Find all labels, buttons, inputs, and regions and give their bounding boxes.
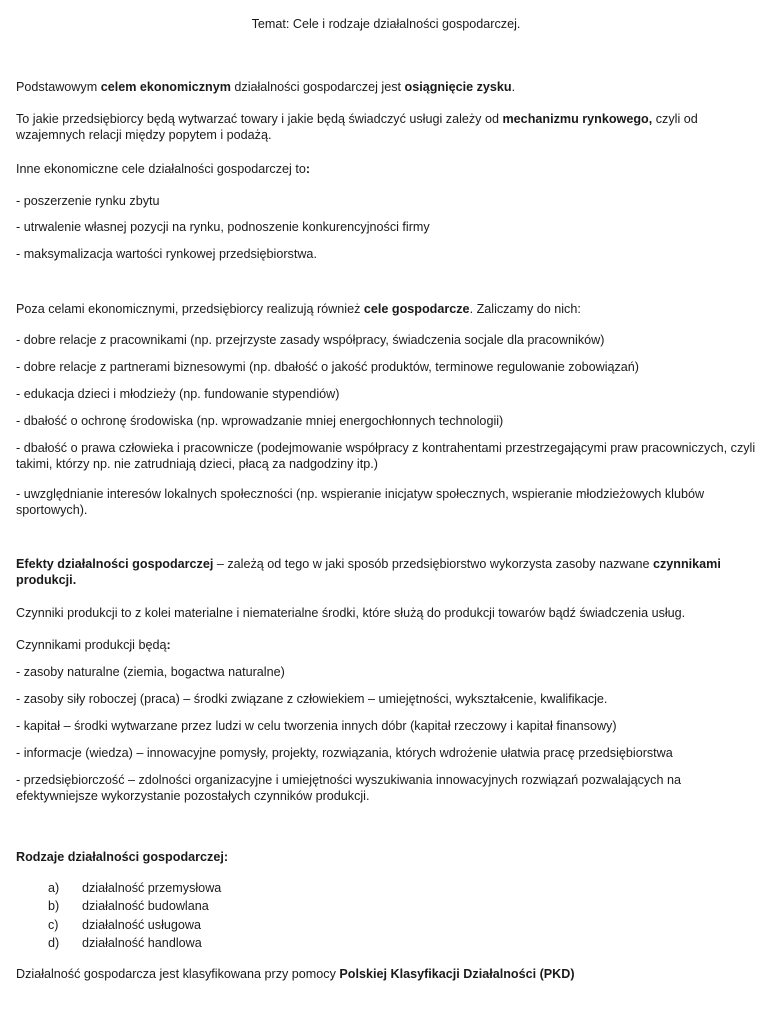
list-item: - dbałość o prawa człowieka i pracownicze (podejmowanie współpracy z kontrahentami przestrzegającymi praw pracowniczych, czyli takimi, którzy np. nie zatrudniają dzieci, płacą za nadgodziny itp.) xyxy=(16,441,756,471)
list-item: - zasoby siły roboczej (praca) – środki związane z człowiekiem – umiejętności, wykształcenie, kwalifikacje. xyxy=(16,692,608,706)
bold-term: cele gospodarcze xyxy=(363,302,470,316)
paragraph-other-goals xyxy=(16,161,756,177)
bold-term: mechanizmu rynkowego, xyxy=(502,112,653,126)
section-heading-types xyxy=(16,849,756,865)
list-item: - maksymalizacja wartości rynkowej przedsiębiorstwa. xyxy=(16,247,317,261)
bold-term: Polskiej Klasyfikacji Działalności (PKD) xyxy=(339,967,575,981)
text-span: To jakie przedsiębiorcy będą wytwarzać towary i jakie będą świadczyć usługi zależy od xyxy=(16,112,503,126)
text-span: Podstawowym xyxy=(16,80,101,94)
bold-term: . xyxy=(72,573,77,587)
list-text: działalność budowlana xyxy=(82,899,209,913)
list-item: - kapitał – środki wytwarzane przez ludzi w celu tworzenia innych dóbr (kapitał rzeczowy i kapitał finansowy) xyxy=(16,719,617,733)
list-label: c) xyxy=(48,918,59,932)
list-item xyxy=(48,917,201,933)
list-item: - zasoby naturalne (ziemia, bogactwa naturalne) xyxy=(16,665,285,679)
list-label: b) xyxy=(48,899,60,913)
paragraph-effects xyxy=(16,556,756,588)
bold-term: Efekty działalności gospodarczej xyxy=(16,557,214,571)
bold-term: : xyxy=(166,638,171,652)
bold-term: Rodzaje działalności gospodarczej: xyxy=(16,850,229,864)
text-span: – zależą od tego w jaki sposób przedsiębiorstwo wykorzysta zasoby nazwane xyxy=(213,557,653,571)
list-item: - informacje (wiedza) – innowacyjne pomysły, projekty, rozwiązania, których wdrożenie ułatwia pracę przedsiębiorstwa xyxy=(16,746,673,760)
list-text: działalność przemysłowa xyxy=(82,881,222,895)
list-label: d) xyxy=(48,936,60,950)
list-item: - edukacja dzieci i młodzieży (np. fundowanie stypendiów) xyxy=(16,387,340,401)
paragraph-factors-heading xyxy=(16,637,756,653)
bold-term: czynnikami produkcji xyxy=(16,557,721,587)
paragraph-pkd xyxy=(16,966,756,982)
page-title: Temat: Cele i rodzaje działalności gospodarczej. xyxy=(251,17,521,31)
paragraph-market-mechanism xyxy=(16,111,756,143)
text-span: Inne ekonomiczne cele działalności gospodarczej to xyxy=(16,162,306,176)
list-item: - dobre relacje z partnerami biznesowymi (np. dbałość o jakość produktów, terminowe regulowanie zobowiązań) xyxy=(16,360,639,374)
list-label: a) xyxy=(48,881,60,895)
paragraph-main-goal xyxy=(16,79,756,95)
bold-term: : xyxy=(305,162,311,176)
paragraph-factors-definition: Czynniki produkcji to z kolei materialne i niematerialne środki, które służą do produkcji towarów bądź świadczenia usług. xyxy=(16,606,686,620)
text-span: działalności gospodarczej jest xyxy=(230,80,405,94)
list-item: - przedsiębiorczość – zdolności organizacyjne i umiejętności wyszukiwania innowacyjnych rozwiązań pozwalających na efektywniejsze wykorzystanie pozostałych czynników produkcji. xyxy=(16,773,681,803)
list-text: działalność handlowa xyxy=(82,936,202,950)
paragraph-economic-goals xyxy=(16,301,756,317)
list-item: - dbałość o ochronę środowiska (np. wprowadzanie mniej energochłonnych technologii) xyxy=(16,414,504,428)
text-span: . xyxy=(511,80,516,94)
list-item xyxy=(48,935,202,951)
list-item: - uwzględnianie interesów lokalnych społeczności (np. wspieranie inicjatyw społecznych, wspieranie młodzieżowych klubów sportowych). xyxy=(16,487,705,517)
list-item xyxy=(48,880,221,896)
list-item: - utrwalenie własnej pozycji na rynku, podnoszenie konkurencyjności firmy xyxy=(16,220,430,234)
bold-term: celem ekonomicznym xyxy=(100,80,231,94)
text-span: Działalność gospodarcza jest klasyfikowana przy pomocy xyxy=(16,967,340,981)
text-span: czyli od wzajemnych relacji między popytem i podażą. xyxy=(16,112,698,142)
text-span: . Zaliczamy do nich: xyxy=(469,302,581,316)
bold-term: osiągnięcie zysku xyxy=(404,80,512,94)
text-span: Czynnikami produkcji będą xyxy=(16,638,167,652)
list-text: działalność usługowa xyxy=(82,918,202,932)
list-item: - dobre relacje z pracownikami (np. przejrzyste zasady współpracy, świadczenia socjale dla pracowników) xyxy=(16,333,605,347)
list-item: - poszerzenie rynku zbytu xyxy=(16,194,160,208)
list-item xyxy=(48,898,209,914)
text-span: Poza celami ekonomicznymi, przedsiębiorcy realizują również xyxy=(16,302,364,316)
